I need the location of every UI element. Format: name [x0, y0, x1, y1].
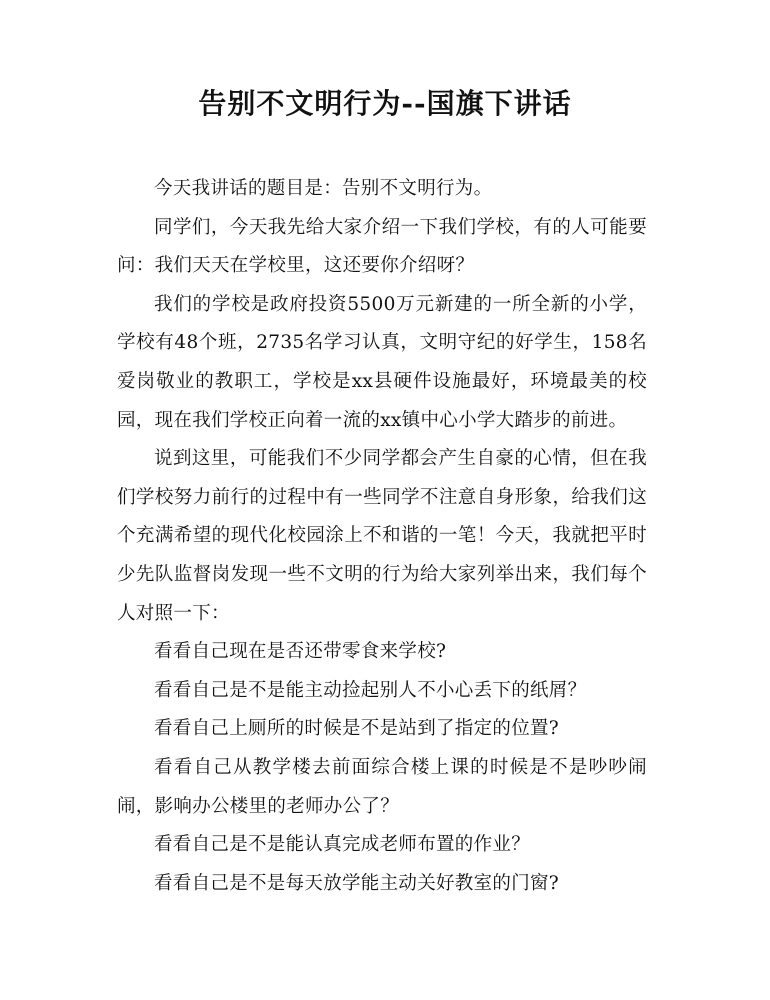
paragraph-intro: 同学们，今天我先给大家介绍一下我们学校，有的人可能要问：我们天天在学校里，这还要你介绍呀？: [117, 216, 647, 277]
paragraph-check-litter: 看看自己是不是能主动捡起别人不小心丢下的纸屑？: [154, 679, 587, 701]
paragraph-check-noise: 看看自己从教学楼去前面综合楼上课的时候是不是吵吵闹闹，影响办公楼里的老师办公了？: [117, 756, 647, 817]
paragraph-topic: 今天我讲话的题目是：告别不文明行为。: [154, 178, 493, 199]
paragraph-check-snacks: 看看自己现在是否还带零食来学校?: [154, 641, 447, 663]
paragraph-school-description: 我们的学校是政府投资5500万元新建的一所全新的小学，学校有48个班，2735名学习认真，文明守纪的好学生，158名爱岗敬业的教职工，学校是xx县硬件设施最好，环境最美的校园，现在我们学校正向着一流的xx镇中心小学大踏步的前进。: [117, 293, 647, 431]
paragraph-uncivil-behavior: 说到这里，可能我们不少同学都会产生自豪的心情，但在我们学校努力前行的过程中有一些同学不注意自身形象，给我们这个充满希望的现代化校园涂上不和谐的一笔！今天，我就把平时少先队监督岗发现一些不文明的行为给大家列举出来，我们每个人对照一下：: [117, 448, 647, 624]
paragraph-check-homework: 看看自己是不是能认真完成老师布置的作业？: [154, 834, 531, 856]
document-title: 告别不文明行为--国旗下讲话: [198, 87, 572, 120]
document-body: [117, 170, 647, 903]
paragraph-check-restroom: 看看自己上厕所的时候是不是站到了指定的位置?: [154, 718, 560, 740]
paragraph-check-windows: 看看自己是不是每天放学能主动关好教室的门窗?: [154, 872, 560, 894]
